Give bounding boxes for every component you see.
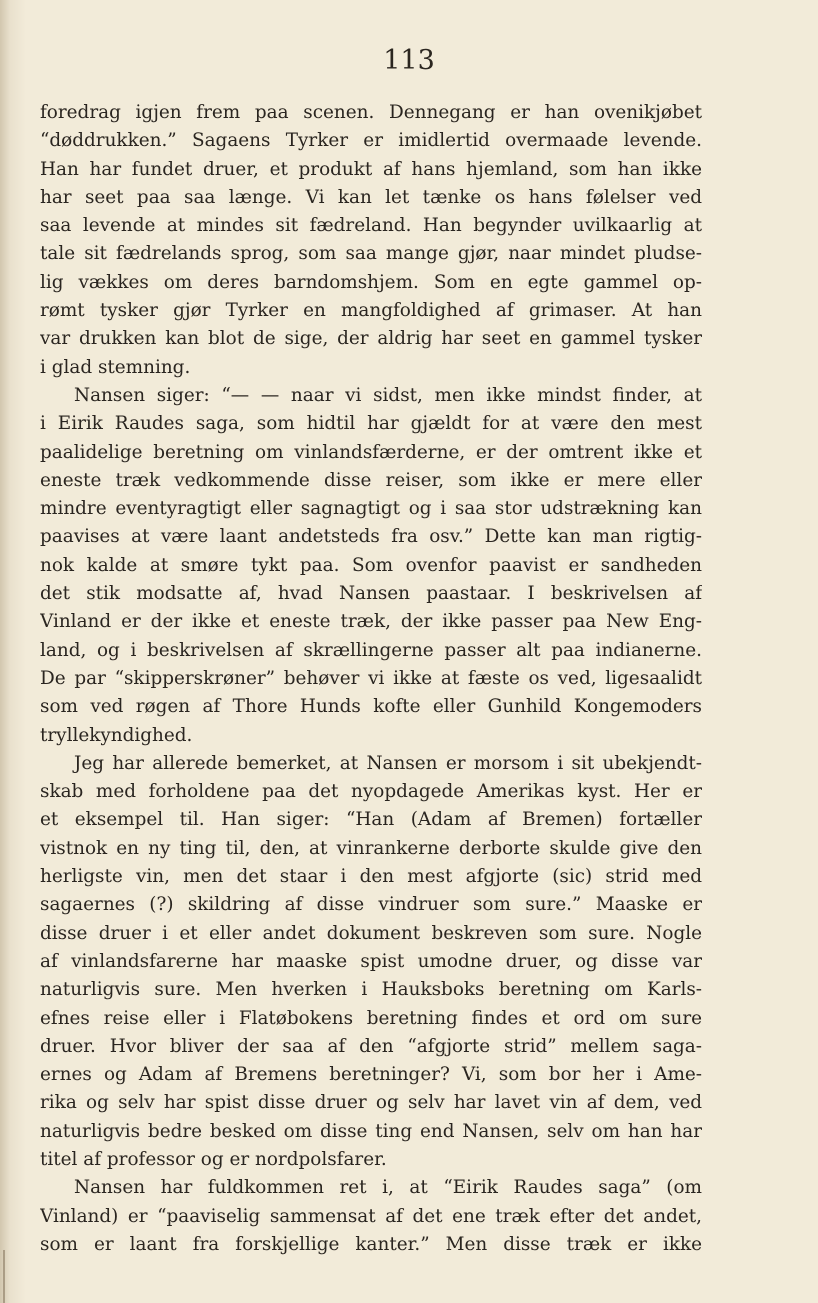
text-line: efnes reise eller i Flatøbokens beretning findes et ord om sure: [40, 1007, 702, 1029]
text-line: mindre eventyragtigt eller sagnagtigt og i saa stor udstrækning kan: [40, 498, 702, 520]
binding-edge: [3, 1250, 5, 1303]
text-line: naturligvis sure. Men hverken i Hauksboks beretning om Karls-: [40, 979, 702, 1001]
text-line: Vinland) er “paaviselig sammensat af det ene træk efter det andet,: [40, 1205, 702, 1227]
body-text: [40, 99, 702, 1259]
text-line: rømt tysker gjør Tyrker en mangfoldighed af grimaser. At han: [40, 300, 702, 322]
text-line: naturligvis bedre besked om disse ting end Nansen, selv om han har: [40, 1120, 702, 1142]
text-line: Jeg har allerede bemerket, at Nansen er morsom i sit ubekjendt-: [74, 752, 702, 774]
text-line: som er laant fra forskjellige kanter.” Men disse træk er ikke: [40, 1233, 702, 1255]
text-line: tale sit fædrelands sprog, som saa mange gjør, naar mindet pludse-: [40, 243, 702, 265]
text-line: var drukken kan blot de sige, der aldrig har seet en gammel tysker: [40, 328, 702, 350]
text-line: herligste vin, men det staar i den mest afgjorte (sic) strid med: [40, 866, 702, 888]
text-line: titel af professor og er nordpolsfarer.: [40, 1148, 387, 1170]
text-line: foredrag igjen frem paa scenen. Dennegang er han ovenikjøbet: [40, 102, 702, 123]
text-line: nok kalde at smøre tykt paa. Som ovenfor paavist er sandheden: [40, 554, 702, 576]
text-line: i glad stemning.: [40, 356, 191, 378]
text-line: rika og selv har spist disse druer og selv har lavet vin af dem, ved: [40, 1092, 702, 1114]
text-line: tryllekyndighed.: [40, 724, 193, 746]
text-line: paavises at være laant andetsteds fra osv.” Dette kan man rigtig-: [40, 526, 702, 548]
text-line: af vinlandsfarerne har maaske spist umodne druer, og disse var: [40, 950, 702, 972]
page-number: 113: [383, 45, 435, 76]
text-line: Nansen siger: “— — naar vi sidst, men ikke mindst finder, at: [74, 384, 702, 406]
text-line: disse druer i et eller andet dokument beskreven som sure. Nogle: [40, 922, 702, 944]
text-line: lig vækkes om deres barndomshjem. Som en egte gammel op-: [40, 271, 702, 293]
text-line: sagaernes (?) skildring af disse vindruer som sure.” Maaske er: [40, 894, 702, 916]
text-line: “døddrukken.” Sagaens Tyrker er imidlertid overmaade levende.: [40, 130, 702, 152]
text-line: Han har fundet druer, et produkt af hans hjemland, som han ikke: [40, 158, 702, 180]
text-line: De par “skipperskrøner” behøver vi ikke at fæste os ved, ligesaalidt: [40, 667, 702, 689]
text-line: skab med forholdene paa det nyopdagede Amerikas kyst. Her er: [40, 781, 702, 803]
text-line: vistnok en ny ting til, den, at vinrankerne derborte skulde give den: [40, 837, 702, 859]
text-line: eneste træk vedkommende disse reiser, som ikke er mere eller: [40, 469, 702, 491]
text-line: har seet paa saa længe. Vi kan let tænke os hans følelser ved: [40, 186, 702, 208]
text-line: det stik modsatte af, hvad Nansen paastaar. I beskrivelsen af: [40, 583, 702, 605]
text-line: som ved røgen af Thore Hunds kofte eller Gunhild Kongemoders: [40, 696, 702, 718]
text-line: ernes og Adam af Bremens beretninger? Vi, som bor her i Ame-: [40, 1064, 702, 1086]
text-line: Vinland er der ikke et eneste træk, der ikke passer paa New Eng-: [40, 611, 702, 633]
text-line: land, og i beskrivelsen af skrællingerne passer alt paa indianerne.: [40, 639, 702, 661]
text-line: Nansen har fuldkommen ret i, at “Eirik Raudes saga” (om: [74, 1177, 702, 1199]
text-line: druer. Hvor bliver der saa af den “afgjorte strid” mellem saga-: [40, 1035, 702, 1057]
text-line: i Eirik Raudes saga, som hidtil har gjældt for at være den mest: [40, 413, 702, 435]
text-line: saa levende at mindes sit fædreland. Han begynder uvilkaarlig at: [40, 215, 702, 237]
text-line: et eksempel til. Han siger: “Han (Adam af Bremen) fortæller: [40, 809, 702, 831]
text-line: paalidelige beretning om vinlandsfærderne, er der omtrent ikke et: [40, 441, 702, 463]
